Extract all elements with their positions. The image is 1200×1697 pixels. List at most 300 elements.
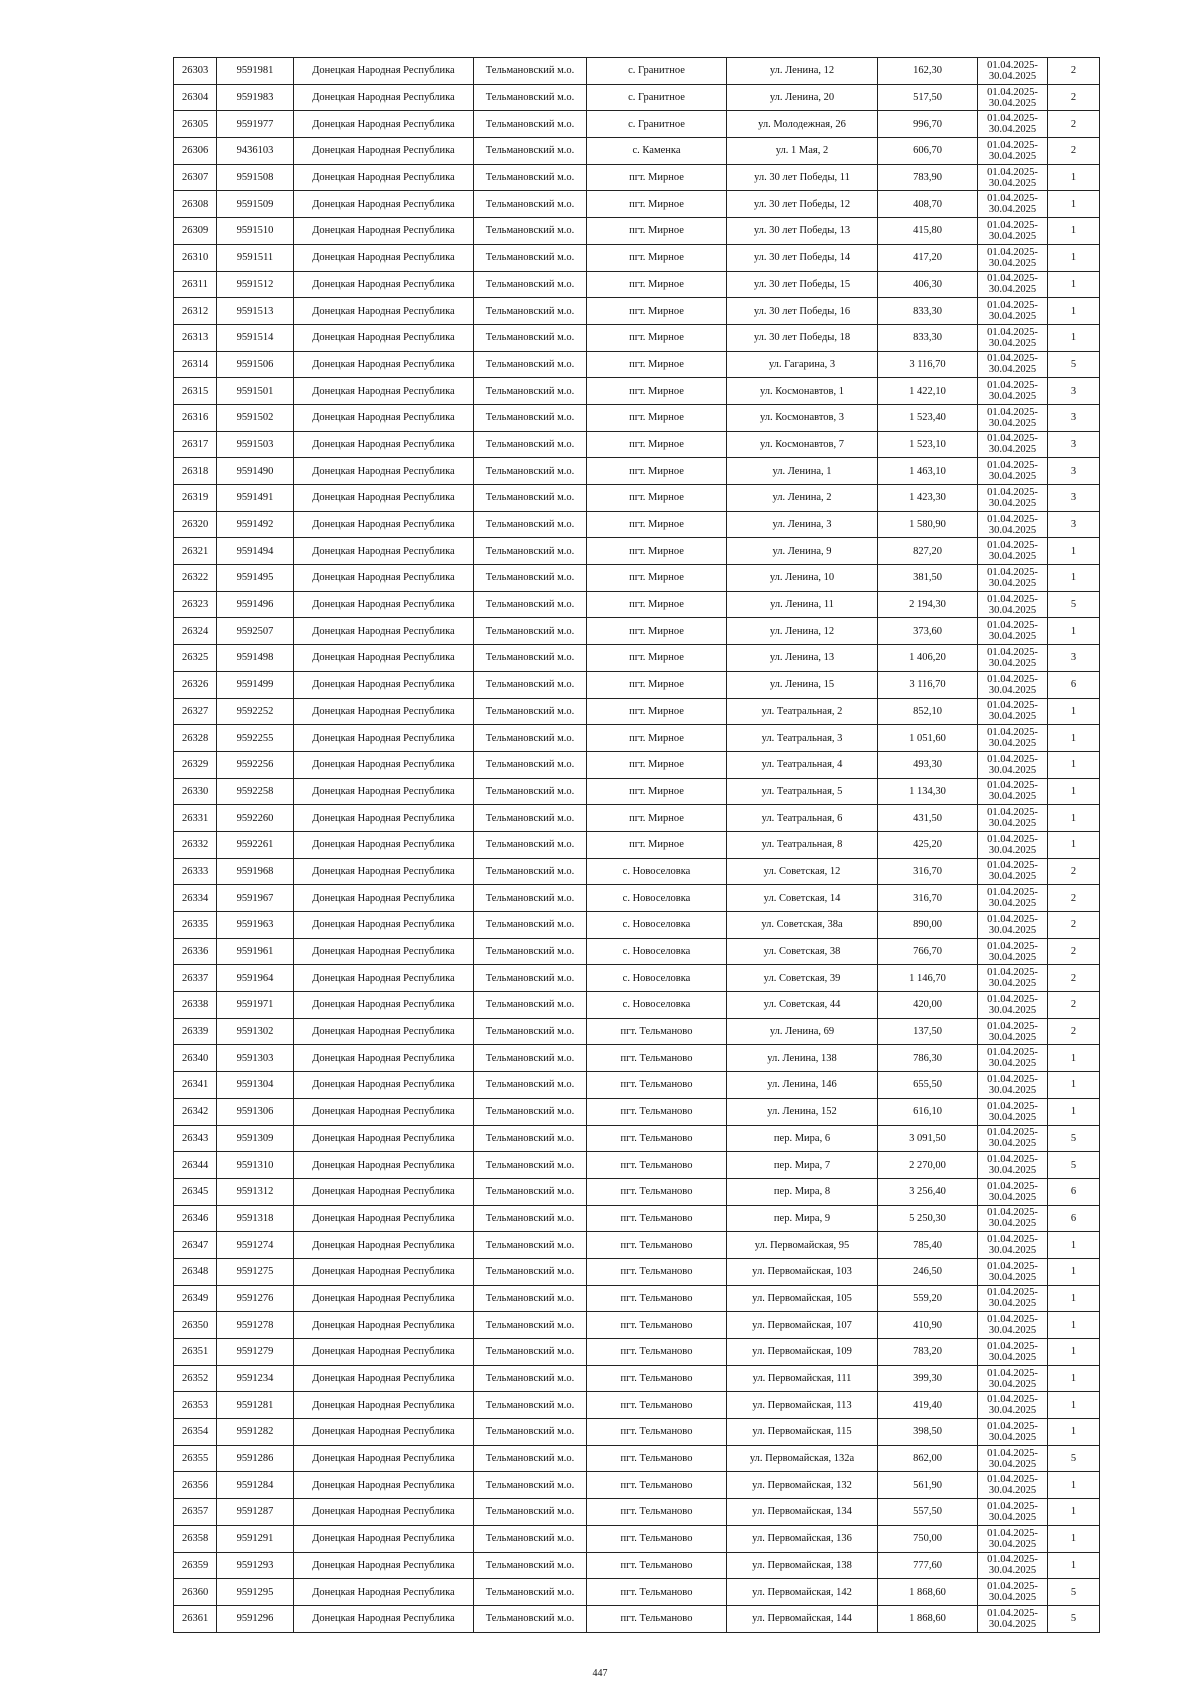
address-cell: ул. Гагарина, 3 bbox=[727, 351, 878, 378]
region-cell: Донецкая Народная Республика bbox=[294, 138, 474, 165]
row-number: 26310 bbox=[174, 244, 217, 271]
object-code: 9591281 bbox=[217, 1392, 294, 1419]
category-cell: 6 bbox=[1048, 1205, 1100, 1232]
period-cell: 01.04.2025-30.04.2025 bbox=[978, 671, 1048, 698]
period-cell: 01.04.2025-30.04.2025 bbox=[978, 1552, 1048, 1579]
category-cell: 2 bbox=[1048, 84, 1100, 111]
period-cell: 01.04.2025-30.04.2025 bbox=[978, 1392, 1048, 1419]
address-cell: ул. Ленина, 3 bbox=[727, 511, 878, 538]
region-cell: Донецкая Народная Республика bbox=[294, 1098, 474, 1125]
municipality-cell: Тельмановский м.о. bbox=[474, 164, 587, 191]
table-row bbox=[174, 538, 1100, 565]
settlement-cell: пгт. Мирное bbox=[587, 244, 727, 271]
category-cell: 2 bbox=[1048, 885, 1100, 912]
object-code: 9591309 bbox=[217, 1125, 294, 1152]
object-code: 9592261 bbox=[217, 831, 294, 858]
settlement-cell: пгт. Мирное bbox=[587, 618, 727, 645]
address-cell: пер. Мира, 9 bbox=[727, 1205, 878, 1232]
object-code: 9592260 bbox=[217, 805, 294, 832]
area-cell: 1 868,60 bbox=[878, 1579, 978, 1606]
region-cell: Донецкая Народная Республика bbox=[294, 1579, 474, 1606]
table-row bbox=[174, 751, 1100, 778]
object-code: 9591286 bbox=[217, 1445, 294, 1472]
settlement-cell: пгт. Тельманово bbox=[587, 1178, 727, 1205]
area-cell: 1 463,10 bbox=[878, 458, 978, 485]
address-cell: ул. Молодежная, 26 bbox=[727, 111, 878, 138]
period-cell: 01.04.2025-30.04.2025 bbox=[978, 805, 1048, 832]
period-cell: 01.04.2025-30.04.2025 bbox=[978, 1525, 1048, 1552]
category-cell: 1 bbox=[1048, 618, 1100, 645]
settlement-cell: пгт. Тельманово bbox=[587, 1339, 727, 1366]
category-cell: 5 bbox=[1048, 591, 1100, 618]
row-number: 26346 bbox=[174, 1205, 217, 1232]
area-cell: 561,90 bbox=[878, 1472, 978, 1499]
address-cell: ул. Первомайская, 144 bbox=[727, 1605, 878, 1632]
settlement-cell: пгт. Тельманово bbox=[587, 1392, 727, 1419]
settlement-cell: пгт. Мирное bbox=[587, 485, 727, 512]
municipality-cell: Тельмановский м.о. bbox=[474, 1152, 587, 1179]
municipality-cell: Тельмановский м.о. bbox=[474, 111, 587, 138]
settlement-cell: пгт. Мирное bbox=[587, 538, 727, 565]
table-row bbox=[174, 1392, 1100, 1419]
area-cell: 420,00 bbox=[878, 992, 978, 1019]
row-number: 26355 bbox=[174, 1445, 217, 1472]
row-number: 26307 bbox=[174, 164, 217, 191]
object-code: 9591296 bbox=[217, 1605, 294, 1632]
settlement-cell: пгт. Мирное bbox=[587, 565, 727, 592]
table-row bbox=[174, 671, 1100, 698]
period-cell: 01.04.2025-30.04.2025 bbox=[978, 111, 1048, 138]
category-cell: 2 bbox=[1048, 1018, 1100, 1045]
area-cell: 2 270,00 bbox=[878, 1152, 978, 1179]
municipality-cell: Тельмановский м.о. bbox=[474, 1445, 587, 1472]
address-cell: ул. Первомайская, 115 bbox=[727, 1419, 878, 1446]
municipality-cell: Тельмановский м.о. bbox=[474, 778, 587, 805]
object-code: 9591983 bbox=[217, 84, 294, 111]
table-row bbox=[174, 965, 1100, 992]
period-cell: 01.04.2025-30.04.2025 bbox=[978, 992, 1048, 1019]
region-cell: Донецкая Народная Республика bbox=[294, 565, 474, 592]
municipality-cell: Тельмановский м.о. bbox=[474, 1339, 587, 1366]
municipality-cell: Тельмановский м.о. bbox=[474, 1419, 587, 1446]
area-cell: 398,50 bbox=[878, 1419, 978, 1446]
settlement-cell: с. Новоселовка bbox=[587, 938, 727, 965]
period-cell: 01.04.2025-30.04.2025 bbox=[978, 511, 1048, 538]
period-cell: 01.04.2025-30.04.2025 bbox=[978, 458, 1048, 485]
region-cell: Донецкая Народная Республика bbox=[294, 1339, 474, 1366]
settlement-cell: пгт. Мирное bbox=[587, 298, 727, 325]
category-cell: 1 bbox=[1048, 1312, 1100, 1339]
region-cell: Донецкая Народная Республика bbox=[294, 1499, 474, 1526]
region-cell: Донецкая Народная Республика bbox=[294, 751, 474, 778]
municipality-cell: Тельмановский м.о. bbox=[474, 218, 587, 245]
settlement-cell: пгт. Мирное bbox=[587, 324, 727, 351]
area-cell: 1 051,60 bbox=[878, 725, 978, 752]
table-row bbox=[174, 485, 1100, 512]
municipality-cell: Тельмановский м.о. bbox=[474, 1232, 587, 1259]
region-cell: Донецкая Народная Республика bbox=[294, 1419, 474, 1446]
settlement-cell: с. Новоселовка bbox=[587, 992, 727, 1019]
municipality-cell: Тельмановский м.о. bbox=[474, 351, 587, 378]
category-cell: 1 bbox=[1048, 1258, 1100, 1285]
municipality-cell: Тельмановский м.о. bbox=[474, 138, 587, 165]
table-row bbox=[174, 1018, 1100, 1045]
municipality-cell: Тельмановский м.о. bbox=[474, 751, 587, 778]
table-row bbox=[174, 618, 1100, 645]
municipality-cell: Тельмановский м.о. bbox=[474, 565, 587, 592]
area-cell: 381,50 bbox=[878, 565, 978, 592]
region-cell: Донецкая Народная Республика bbox=[294, 1552, 474, 1579]
municipality-cell: Тельмановский м.о. bbox=[474, 912, 587, 939]
region-cell: Донецкая Народная Республика bbox=[294, 218, 474, 245]
settlement-cell: пгт. Мирное bbox=[587, 191, 727, 218]
table-row bbox=[174, 912, 1100, 939]
object-code: 9591495 bbox=[217, 565, 294, 592]
municipality-cell: Тельмановский м.о. bbox=[474, 271, 587, 298]
region-cell: Донецкая Народная Республика bbox=[294, 1365, 474, 1392]
settlement-cell: с. Новоселовка bbox=[587, 885, 727, 912]
area-cell: 1 580,90 bbox=[878, 511, 978, 538]
table-row bbox=[174, 58, 1100, 85]
object-code: 9591502 bbox=[217, 404, 294, 431]
address-cell: пер. Мира, 7 bbox=[727, 1152, 878, 1179]
table-row bbox=[174, 645, 1100, 672]
area-cell: 852,10 bbox=[878, 698, 978, 725]
period-cell: 01.04.2025-30.04.2025 bbox=[978, 218, 1048, 245]
category-cell: 1 bbox=[1048, 1232, 1100, 1259]
category-cell: 1 bbox=[1048, 1392, 1100, 1419]
object-code: 9591293 bbox=[217, 1552, 294, 1579]
region-cell: Донецкая Народная Республика bbox=[294, 84, 474, 111]
period-cell: 01.04.2025-30.04.2025 bbox=[978, 912, 1048, 939]
address-cell: ул. 30 лет Победы, 18 bbox=[727, 324, 878, 351]
table-row bbox=[174, 1579, 1100, 1606]
table-row bbox=[174, 1098, 1100, 1125]
settlement-cell: с. Новоселовка bbox=[587, 858, 727, 885]
settlement-cell: пгт. Тельманово bbox=[587, 1419, 727, 1446]
row-number: 26303 bbox=[174, 58, 217, 85]
object-code: 9591508 bbox=[217, 164, 294, 191]
area-cell: 559,20 bbox=[878, 1285, 978, 1312]
address-cell: ул. Первомайская, 136 bbox=[727, 1525, 878, 1552]
category-cell: 3 bbox=[1048, 458, 1100, 485]
table-row bbox=[174, 1205, 1100, 1232]
table-row bbox=[174, 138, 1100, 165]
settlement-cell: пгт. Мирное bbox=[587, 164, 727, 191]
address-cell: ул. Первомайская, 134 bbox=[727, 1499, 878, 1526]
row-number: 26358 bbox=[174, 1525, 217, 1552]
table-row bbox=[174, 1552, 1100, 1579]
region-cell: Донецкая Народная Республика bbox=[294, 645, 474, 672]
area-cell: 3 091,50 bbox=[878, 1125, 978, 1152]
table-row bbox=[174, 1312, 1100, 1339]
object-code: 9591306 bbox=[217, 1098, 294, 1125]
row-number: 26329 bbox=[174, 751, 217, 778]
municipality-cell: Тельмановский м.о. bbox=[474, 84, 587, 111]
table-row bbox=[174, 1258, 1100, 1285]
period-cell: 01.04.2025-30.04.2025 bbox=[978, 1445, 1048, 1472]
address-cell: ул. Первомайская, 113 bbox=[727, 1392, 878, 1419]
address-cell: ул. Советская, 14 bbox=[727, 885, 878, 912]
settlement-cell: пгт. Тельманово bbox=[587, 1072, 727, 1099]
category-cell: 1 bbox=[1048, 698, 1100, 725]
area-cell: 1 868,60 bbox=[878, 1605, 978, 1632]
period-cell: 01.04.2025-30.04.2025 bbox=[978, 1312, 1048, 1339]
table-row bbox=[174, 1499, 1100, 1526]
object-code: 9591510 bbox=[217, 218, 294, 245]
address-cell: ул. Ленина, 10 bbox=[727, 565, 878, 592]
municipality-cell: Тельмановский м.о. bbox=[474, 1072, 587, 1099]
row-number: 26319 bbox=[174, 485, 217, 512]
settlement-cell: пгт. Тельманово bbox=[587, 1472, 727, 1499]
category-cell: 1 bbox=[1048, 778, 1100, 805]
object-code: 9591318 bbox=[217, 1205, 294, 1232]
region-cell: Донецкая Народная Республика bbox=[294, 538, 474, 565]
object-code: 9591304 bbox=[217, 1072, 294, 1099]
category-cell: 1 bbox=[1048, 218, 1100, 245]
table-row bbox=[174, 992, 1100, 1019]
region-cell: Донецкая Народная Республика bbox=[294, 351, 474, 378]
region-cell: Донецкая Народная Республика bbox=[294, 1258, 474, 1285]
settlement-cell: пгт. Мирное bbox=[587, 645, 727, 672]
municipality-cell: Тельмановский м.о. bbox=[474, 1178, 587, 1205]
region-cell: Донецкая Народная Республика bbox=[294, 1285, 474, 1312]
row-number: 26304 bbox=[174, 84, 217, 111]
settlement-cell: пгт. Мирное bbox=[587, 725, 727, 752]
settlement-cell: пгт. Тельманово bbox=[587, 1152, 727, 1179]
region-cell: Донецкая Народная Республика bbox=[294, 698, 474, 725]
row-number: 26323 bbox=[174, 591, 217, 618]
period-cell: 01.04.2025-30.04.2025 bbox=[978, 1605, 1048, 1632]
category-cell: 5 bbox=[1048, 1445, 1100, 1472]
region-cell: Донецкая Народная Республика bbox=[294, 938, 474, 965]
row-number: 26336 bbox=[174, 938, 217, 965]
area-cell: 3 116,70 bbox=[878, 351, 978, 378]
region-cell: Донецкая Народная Республика bbox=[294, 1045, 474, 1072]
area-cell: 606,70 bbox=[878, 138, 978, 165]
region-cell: Донецкая Народная Республика bbox=[294, 992, 474, 1019]
region-cell: Донецкая Народная Республика bbox=[294, 965, 474, 992]
area-cell: 1 523,40 bbox=[878, 404, 978, 431]
object-code: 9591514 bbox=[217, 324, 294, 351]
address-cell: ул. Советская, 39 bbox=[727, 965, 878, 992]
category-cell: 2 bbox=[1048, 858, 1100, 885]
address-cell: ул. Первомайская, 107 bbox=[727, 1312, 878, 1339]
address-cell: ул. Первомайская, 138 bbox=[727, 1552, 878, 1579]
municipality-cell: Тельмановский м.о. bbox=[474, 992, 587, 1019]
table-row bbox=[174, 431, 1100, 458]
area-cell: 655,50 bbox=[878, 1072, 978, 1099]
table-row bbox=[174, 1525, 1100, 1552]
settlement-cell: пгт. Тельманово bbox=[587, 1045, 727, 1072]
address-cell: ул. 30 лет Победы, 11 bbox=[727, 164, 878, 191]
period-cell: 01.04.2025-30.04.2025 bbox=[978, 1579, 1048, 1606]
period-cell: 01.04.2025-30.04.2025 bbox=[978, 591, 1048, 618]
row-number: 26312 bbox=[174, 298, 217, 325]
category-cell: 3 bbox=[1048, 378, 1100, 405]
table-row bbox=[174, 1605, 1100, 1632]
period-cell: 01.04.2025-30.04.2025 bbox=[978, 1125, 1048, 1152]
region-cell: Донецкая Народная Республика bbox=[294, 671, 474, 698]
category-cell: 1 bbox=[1048, 1552, 1100, 1579]
period-cell: 01.04.2025-30.04.2025 bbox=[978, 1178, 1048, 1205]
row-number: 26331 bbox=[174, 805, 217, 832]
row-number: 26345 bbox=[174, 1178, 217, 1205]
region-cell: Донецкая Народная Республика bbox=[294, 618, 474, 645]
row-number: 26344 bbox=[174, 1152, 217, 1179]
category-cell: 2 bbox=[1048, 138, 1100, 165]
municipality-cell: Тельмановский м.о. bbox=[474, 858, 587, 885]
region-cell: Донецкая Народная Республика bbox=[294, 164, 474, 191]
category-cell: 5 bbox=[1048, 1605, 1100, 1632]
address-cell: ул. Ленина, 12 bbox=[727, 58, 878, 85]
category-cell: 5 bbox=[1048, 351, 1100, 378]
row-number: 26318 bbox=[174, 458, 217, 485]
area-cell: 827,20 bbox=[878, 538, 978, 565]
object-code: 9591963 bbox=[217, 912, 294, 939]
period-cell: 01.04.2025-30.04.2025 bbox=[978, 1499, 1048, 1526]
region-cell: Донецкая Народная Республика bbox=[294, 1525, 474, 1552]
municipality-cell: Тельмановский м.о. bbox=[474, 831, 587, 858]
row-number: 26333 bbox=[174, 858, 217, 885]
row-number: 26334 bbox=[174, 885, 217, 912]
table-row bbox=[174, 1285, 1100, 1312]
period-cell: 01.04.2025-30.04.2025 bbox=[978, 271, 1048, 298]
address-cell: ул. Ленина, 12 bbox=[727, 618, 878, 645]
table-row bbox=[174, 698, 1100, 725]
object-code: 9592258 bbox=[217, 778, 294, 805]
object-code: 9436103 bbox=[217, 138, 294, 165]
area-cell: 1 146,70 bbox=[878, 965, 978, 992]
municipality-cell: Тельмановский м.о. bbox=[474, 671, 587, 698]
object-code: 9591312 bbox=[217, 1178, 294, 1205]
municipality-cell: Тельмановский м.о. bbox=[474, 404, 587, 431]
address-cell: ул. Первомайская, 142 bbox=[727, 1579, 878, 1606]
period-cell: 01.04.2025-30.04.2025 bbox=[978, 1365, 1048, 1392]
settlement-cell: пгт. Тельманово bbox=[587, 1445, 727, 1472]
municipality-cell: Тельмановский м.о. bbox=[474, 1579, 587, 1606]
settlement-cell: пгт. Мирное bbox=[587, 404, 727, 431]
period-cell: 01.04.2025-30.04.2025 bbox=[978, 1152, 1048, 1179]
area-cell: 1 406,20 bbox=[878, 645, 978, 672]
table-row bbox=[174, 1072, 1100, 1099]
period-cell: 01.04.2025-30.04.2025 bbox=[978, 885, 1048, 912]
period-cell: 01.04.2025-30.04.2025 bbox=[978, 191, 1048, 218]
category-cell: 3 bbox=[1048, 511, 1100, 538]
settlement-cell: пгт. Мирное bbox=[587, 431, 727, 458]
area-cell: 493,30 bbox=[878, 751, 978, 778]
address-cell: ул. Ленина, 146 bbox=[727, 1072, 878, 1099]
object-code: 9591964 bbox=[217, 965, 294, 992]
settlement-cell: пгт. Мирное bbox=[587, 831, 727, 858]
object-code: 9591494 bbox=[217, 538, 294, 565]
area-cell: 616,10 bbox=[878, 1098, 978, 1125]
region-cell: Донецкая Народная Республика bbox=[294, 485, 474, 512]
category-cell: 1 bbox=[1048, 831, 1100, 858]
table-row bbox=[174, 404, 1100, 431]
period-cell: 01.04.2025-30.04.2025 bbox=[978, 1419, 1048, 1446]
period-cell: 01.04.2025-30.04.2025 bbox=[978, 84, 1048, 111]
address-cell: ул. Первомайская, 109 bbox=[727, 1339, 878, 1366]
area-cell: 415,80 bbox=[878, 218, 978, 245]
address-cell: ул. Театральная, 3 bbox=[727, 725, 878, 752]
object-code: 9591496 bbox=[217, 591, 294, 618]
region-cell: Донецкая Народная Республика bbox=[294, 1125, 474, 1152]
municipality-cell: Тельмановский м.о. bbox=[474, 538, 587, 565]
object-code: 9591501 bbox=[217, 378, 294, 405]
category-cell: 1 bbox=[1048, 751, 1100, 778]
row-number: 26352 bbox=[174, 1365, 217, 1392]
period-cell: 01.04.2025-30.04.2025 bbox=[978, 858, 1048, 885]
settlement-cell: пгт. Тельманово bbox=[587, 1312, 727, 1339]
area-cell: 431,50 bbox=[878, 805, 978, 832]
municipality-cell: Тельмановский м.о. bbox=[474, 1525, 587, 1552]
category-cell: 1 bbox=[1048, 1285, 1100, 1312]
region-cell: Донецкая Народная Республика bbox=[294, 805, 474, 832]
period-cell: 01.04.2025-30.04.2025 bbox=[978, 324, 1048, 351]
table-row bbox=[174, 858, 1100, 885]
row-number: 26339 bbox=[174, 1018, 217, 1045]
object-code: 9591310 bbox=[217, 1152, 294, 1179]
address-cell: ул. Ленина, 20 bbox=[727, 84, 878, 111]
row-number: 26330 bbox=[174, 778, 217, 805]
area-cell: 1 523,10 bbox=[878, 431, 978, 458]
period-cell: 01.04.2025-30.04.2025 bbox=[978, 965, 1048, 992]
settlement-cell: с. Гранитное bbox=[587, 84, 727, 111]
settlement-cell: пгт. Тельманово bbox=[587, 1525, 727, 1552]
object-code: 9591279 bbox=[217, 1339, 294, 1366]
category-cell: 2 bbox=[1048, 58, 1100, 85]
row-number: 26320 bbox=[174, 511, 217, 538]
municipality-cell: Тельмановский м.о. bbox=[474, 698, 587, 725]
period-cell: 01.04.2025-30.04.2025 bbox=[978, 378, 1048, 405]
area-cell: 783,90 bbox=[878, 164, 978, 191]
row-number: 26326 bbox=[174, 671, 217, 698]
municipality-cell: Тельмановский м.о. bbox=[474, 1125, 587, 1152]
row-number: 26343 bbox=[174, 1125, 217, 1152]
area-cell: 862,00 bbox=[878, 1445, 978, 1472]
area-cell: 785,40 bbox=[878, 1232, 978, 1259]
object-code: 9591302 bbox=[217, 1018, 294, 1045]
category-cell: 1 bbox=[1048, 324, 1100, 351]
period-cell: 01.04.2025-30.04.2025 bbox=[978, 138, 1048, 165]
table-row bbox=[174, 164, 1100, 191]
area-cell: 406,30 bbox=[878, 271, 978, 298]
table-row bbox=[174, 324, 1100, 351]
region-cell: Донецкая Народная Республика bbox=[294, 1605, 474, 1632]
row-number: 26361 bbox=[174, 1605, 217, 1632]
region-cell: Донецкая Народная Республика bbox=[294, 778, 474, 805]
settlement-cell: пгт. Мирное bbox=[587, 698, 727, 725]
object-code: 9591498 bbox=[217, 645, 294, 672]
category-cell: 6 bbox=[1048, 671, 1100, 698]
period-cell: 01.04.2025-30.04.2025 bbox=[978, 1232, 1048, 1259]
row-number: 26357 bbox=[174, 1499, 217, 1526]
area-cell: 373,60 bbox=[878, 618, 978, 645]
address-cell: ул. Первомайская, 132 bbox=[727, 1472, 878, 1499]
address-cell: ул. Ленина, 69 bbox=[727, 1018, 878, 1045]
region-cell: Донецкая Народная Республика bbox=[294, 1312, 474, 1339]
settlement-cell: пгт. Тельманово bbox=[587, 1285, 727, 1312]
period-cell: 01.04.2025-30.04.2025 bbox=[978, 618, 1048, 645]
settlement-cell: пгт. Мирное bbox=[587, 511, 727, 538]
municipality-cell: Тельмановский м.о. bbox=[474, 324, 587, 351]
area-cell: 399,30 bbox=[878, 1365, 978, 1392]
region-cell: Донецкая Народная Республика bbox=[294, 431, 474, 458]
object-code: 9591234 bbox=[217, 1365, 294, 1392]
settlement-cell: с. Гранитное bbox=[587, 111, 727, 138]
municipality-cell: Тельмановский м.о. bbox=[474, 1552, 587, 1579]
